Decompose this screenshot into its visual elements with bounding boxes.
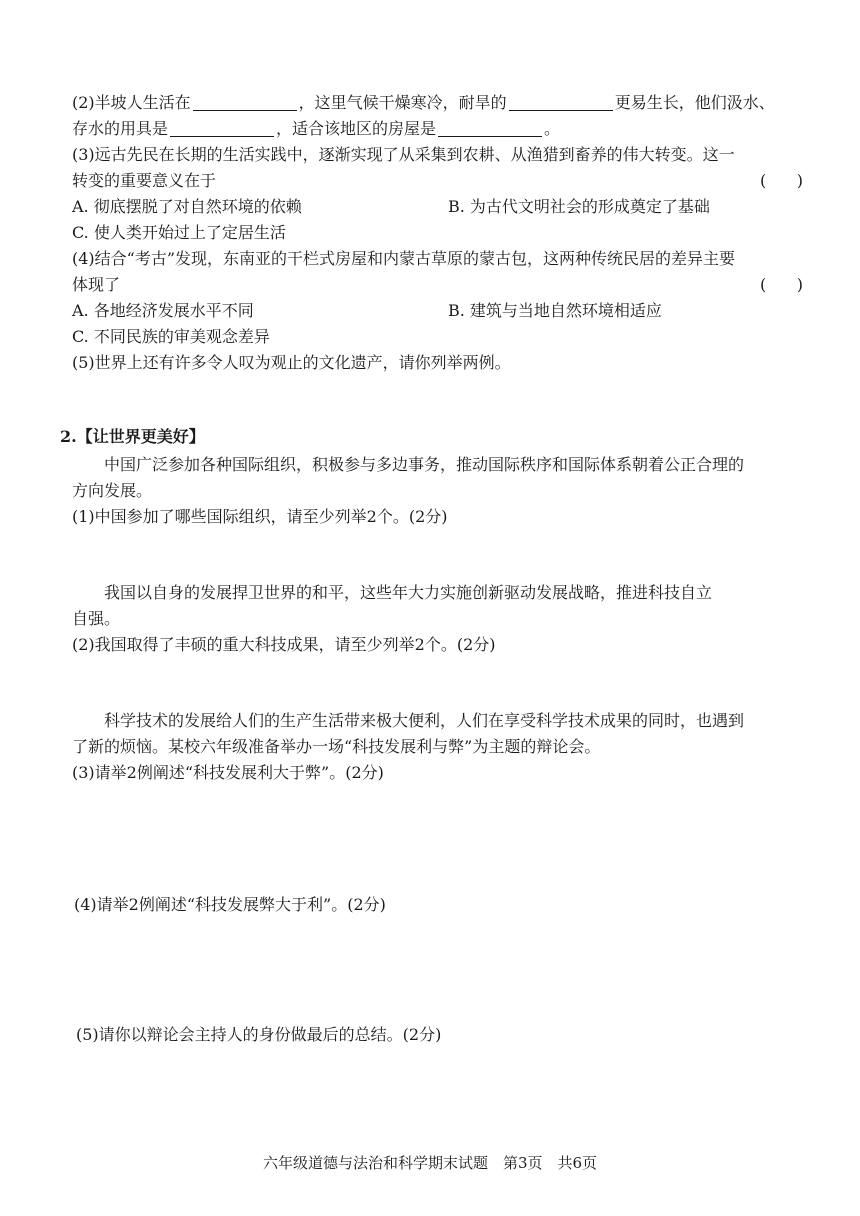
intro-paragraph-1-line2: 方向发展。 bbox=[72, 481, 153, 500]
q4-option-a[interactable]: A. 各地经济发展水平不同 bbox=[72, 301, 254, 320]
q4-answer-paren[interactable]: ( ) bbox=[760, 275, 803, 294]
intro-paragraph-1-line1: 中国广泛参加各种国际组织，积极参与多边事务，推动国际秩序和国际体系朝着公正合理的 bbox=[104, 455, 745, 474]
q4-option-c[interactable]: C. 不同民族的审美观念差异 bbox=[72, 327, 270, 346]
answer-blank-4[interactable] bbox=[438, 120, 542, 137]
q4-options-row bbox=[72, 300, 788, 322]
q3-answer-paren[interactable]: ( ) bbox=[760, 171, 803, 190]
answer-blank-1[interactable] bbox=[193, 94, 297, 111]
sub-question-3: (3)请举2例阐述“科技发展利大于弊”。(2分) bbox=[72, 763, 384, 782]
q3-option-a[interactable]: A. 彻底摆脱了对自然环境的依赖 bbox=[72, 197, 302, 216]
sub-question-5: (5)请你以辩论会主持人的身份做最后的总结。(2分) bbox=[76, 1025, 442, 1044]
sub-question-1: (1)中国参加了哪些国际组织，请至少列举2个。(2分) bbox=[72, 507, 448, 526]
q4-option-b[interactable]: B. 建筑与当地自然环境相适应 bbox=[448, 301, 662, 320]
q3-option-c[interactable]: C. 使人类开始过上了定居生活 bbox=[72, 223, 286, 242]
answer-blank-2[interactable] bbox=[509, 94, 613, 111]
page-footer: 六年级道德与法治和科学期末试题 第3页 共6页 bbox=[262, 1154, 598, 1172]
q5-stem: (5)世界上还有许多令人叹为观止的文化遗产，请你列举两例。 bbox=[72, 353, 511, 372]
section-heading: 2.【让世界更美好】 bbox=[60, 427, 205, 446]
intro-paragraph-3-line1: 科学技术的发展给人们的生产生活带来极大便利，人们在享受科学技术成果的同时，也遇到 bbox=[104, 711, 745, 730]
q2-line1: (2)半坡人生活在 ，这里气候干燥寒冷，耐旱的 更易生长，他们汲水、 bbox=[72, 93, 775, 112]
q4-stem-line2: 体现了 ( ) bbox=[72, 275, 803, 294]
intro-paragraph-3-line2: 了新的烦恼。某校六年级准备举办一场“科技发展利与弊”为主题的辩论会。 bbox=[72, 737, 601, 756]
intro-paragraph-2-line1: 我国以自身的发展捍卫世界的和平，这些年大力实施创新驱动发展战略，推进科技自立 bbox=[104, 583, 713, 602]
q3-option-b[interactable]: B. 为古代文明社会的形成奠定了基础 bbox=[448, 197, 710, 216]
q3-options-row bbox=[72, 196, 788, 218]
intro-paragraph-2-line2: 自强。 bbox=[72, 609, 121, 628]
answer-blank-3[interactable] bbox=[170, 120, 274, 137]
q4-stem-line1: (4)结合“考古”发现，东南亚的干栏式房屋和内蒙古草原的蒙古包，这两种传统民居的差异主要 bbox=[72, 249, 736, 268]
sub-question-4: (4)请举2例阐述“科技发展弊大于利”。(2分) bbox=[74, 895, 386, 914]
sub-question-2: (2)我国取得了丰硕的重大科技成果，请至少列举2个。(2分) bbox=[72, 635, 496, 654]
q3-stem-line2: 转变的重要意义在于 ( ) bbox=[72, 171, 803, 190]
q2-line2: 存水的用具是 ，适合该地区的房屋是 。 bbox=[72, 119, 561, 138]
q3-stem-line1: (3)远古先民在长期的生活实践中，逐渐实现了从采集到农耕、从渔猎到畜养的伟大转变。这一 bbox=[72, 145, 735, 164]
